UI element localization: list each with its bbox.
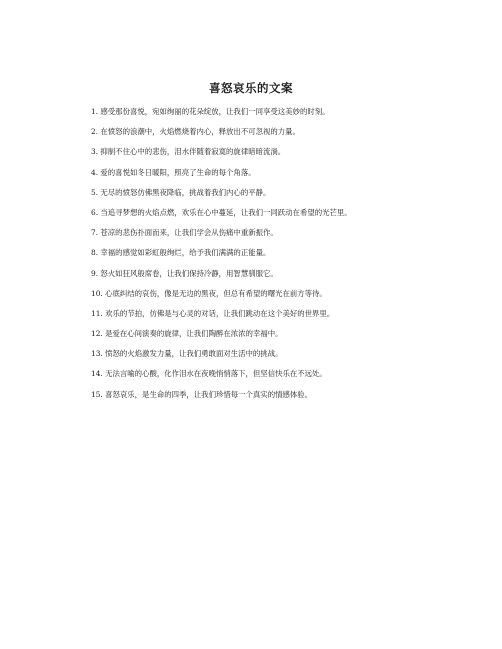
list-item: 6. 当追寻梦想的火焰点燃，欢乐在心中蔓延，让我们一同跃动在希望的光芒里。 xyxy=(91,207,352,217)
copy-list xyxy=(91,102,491,405)
list-item: 10. 心底纠结的哀伤，像是无边的黑夜，但总有希望的曙光在前方等待。 xyxy=(91,288,327,298)
list-item: 2. 在愤怒的浪潮中，火焰燃烧着内心，释放出不可忽视的力量。 xyxy=(91,127,300,137)
list-item: 12. 是爱在心间演奏的旋律，让我们陶醉在浓浓的幸福中。 xyxy=(91,329,283,339)
list-item: 14. 无法言喻的心酸，化作泪水在夜晚悄悄落下，但坚信快乐在不远处。 xyxy=(91,369,327,379)
list-item: 15. 喜怒哀乐，是生命的四季，让我们珍惜每一个真实的情感体验。 xyxy=(91,389,313,399)
list-item: 1. 感受那份喜悦，宛如绚丽的花朵绽放，让我们一同享受这美妙的时刻。 xyxy=(91,107,330,116)
list-item: 8. 幸福的感觉如彩虹般绚烂，给予我们满满的正能量。 xyxy=(91,248,271,258)
list-item: 3. 抑制不住心中的悲伤，泪水伴随着寂寞的旋律暗暗流淌。 xyxy=(91,147,286,157)
list-item: 11. 欢乐的节拍，仿佛是与心灵的对话，让我们跳动在这个美好的世界里。 xyxy=(91,308,335,318)
list-item: 4. 爱的喜悦如冬日暖阳，照亮了生命的每个角落。 xyxy=(91,167,256,177)
list-item: 7. 苍凉的悲伤扑面而来，让我们学会从伤痛中重新振作。 xyxy=(91,228,278,238)
list-item: 13. 愤怒的火焰激发力量，让我们勇敢面对生活中的挑战。 xyxy=(91,349,283,359)
list-item: 9. 怒火如狂风般席卷，让我们保持冷静，用智慧驯服它。 xyxy=(91,268,278,278)
document-title: 喜怒哀乐的文案 xyxy=(209,81,293,95)
list-item: 5. 无尽的愤怒仿佛黑夜降临，挑战着我们内心的平静。 xyxy=(91,187,271,197)
